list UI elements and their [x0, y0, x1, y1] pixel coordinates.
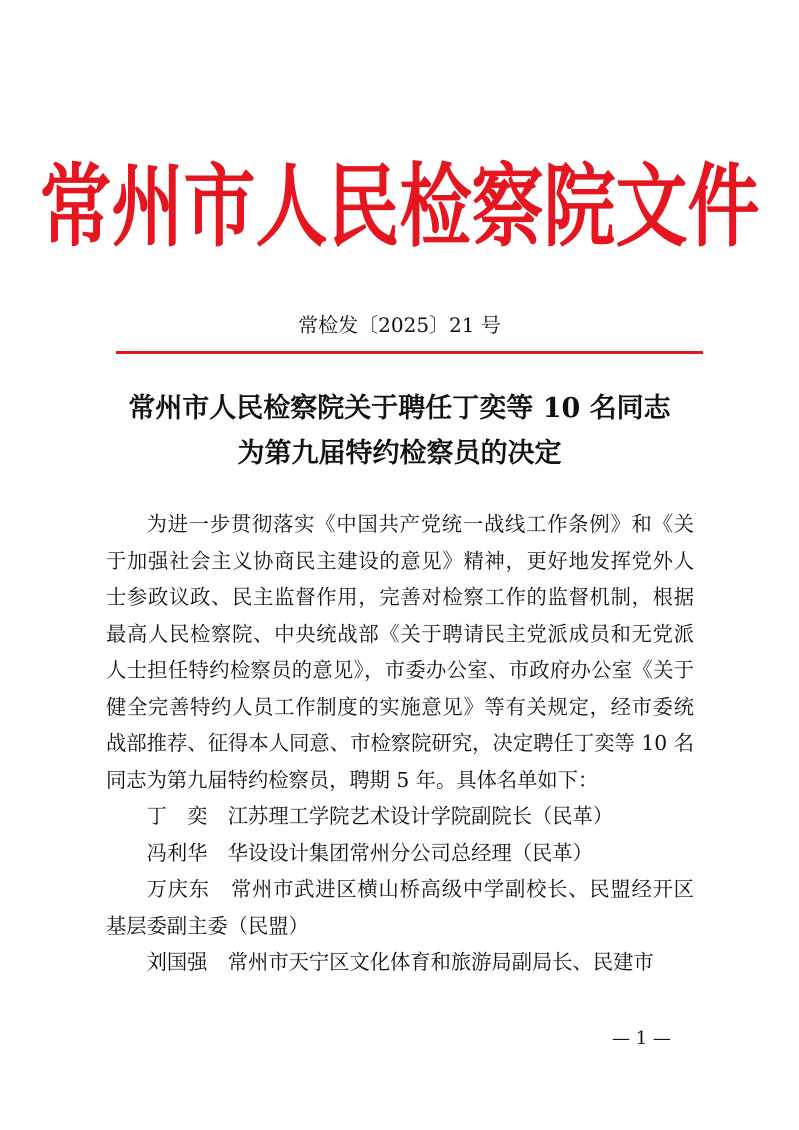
member-entry [106, 798, 694, 835]
document-body [106, 506, 694, 981]
member-entry [106, 835, 694, 872]
member-entry [106, 871, 694, 944]
red-divider-line [116, 351, 703, 354]
page-number: — 1 — [612, 1028, 671, 1049]
member-description: 江苏理工学院艺术设计学院副院长（民革） [227, 804, 614, 828]
document-number: 常检发〔2025〕21 号 [298, 313, 501, 337]
member-description: 常州市武进区横山桥高级中学副校长、民盟经开区基层委副主委（民盟） [106, 877, 694, 938]
member-description: 华设设计集团常州分公司总经理（民革） [227, 840, 593, 865]
document-masthead: 常州市人民检察院文件 [39, 153, 760, 259]
member-name: 丁 奕 [146, 804, 208, 828]
document-title-line-1: 常州市人民检察院关于聘任丁奕等 10 名同志 [128, 393, 671, 424]
intro-paragraph: 为进一步贯彻落实《中国共产党统一战线工作条例》和《关于加强社会主义协商民主建设的意见》精神，更好地发挥党外人士参政议政、民主监督作用，完善对检察工作的监督机制，根据最高人民检察院、中央统战部《关于聘请民主党派成员和无党派人士担任特约检察员的意见》，市委办公室、市政府办公室《关于健全完善特约人员工作制度的实施意见》等有关规定，经市委统战部推荐、征得本人同意、市检察院研究，决定聘任丁奕等 10 名同志为第九届特约检察员，聘期 5 年。具体名单如下： [106, 512, 694, 792]
member-name: 万庆东 [146, 877, 210, 901]
member-name: 冯利华 [146, 840, 208, 865]
document-title-line-2: 为第九届特约检察员的决定 [237, 438, 562, 469]
document-title [0, 386, 799, 476]
member-entry [106, 944, 694, 981]
member-description: 常州市天宁区文化体育和旅游局副局长、民建市 [227, 950, 654, 974]
member-name: 刘国强 [146, 950, 208, 974]
